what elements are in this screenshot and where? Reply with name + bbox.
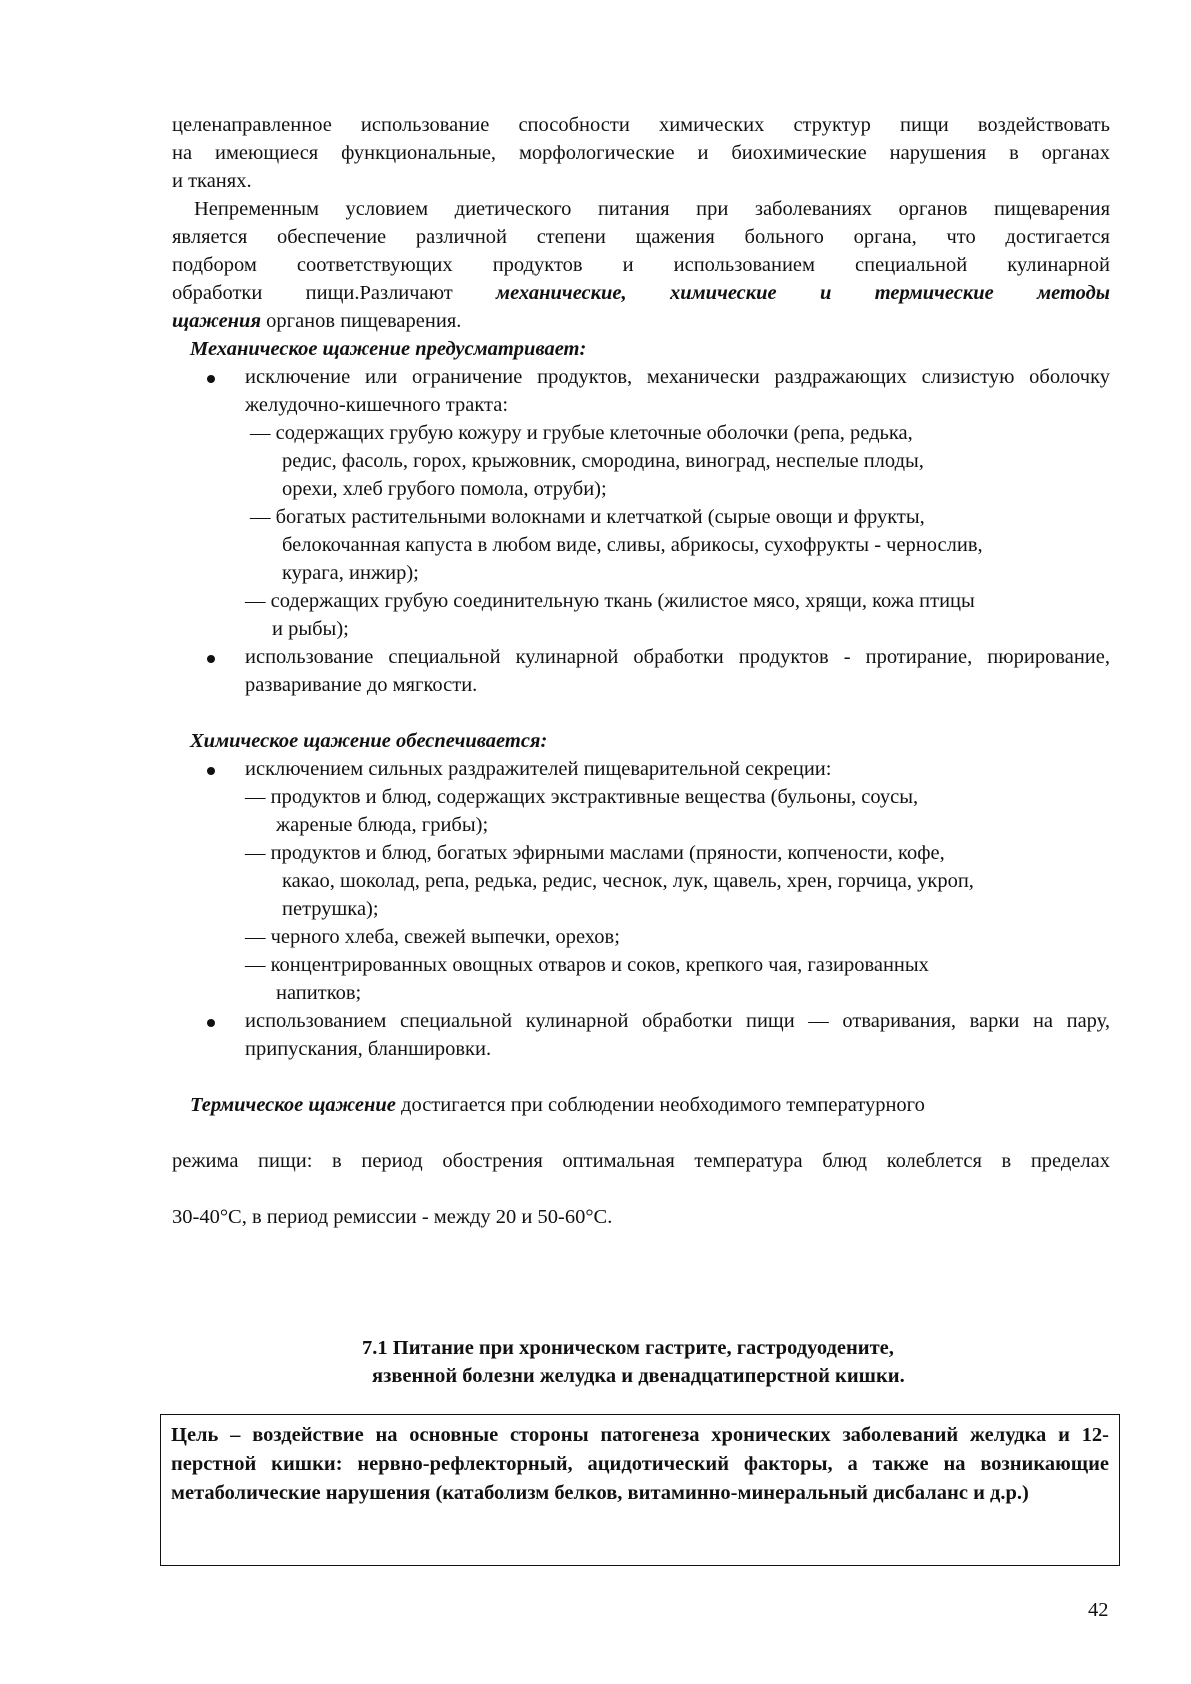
paragraph2-line-5-text: органов пищеварения. [266, 310, 462, 332]
chemical-bullet-2: использованием специальной кулинарной обработки пищи — отваривания, варки на пару, припускания, бланшировки. [245, 1010, 1110, 1060]
thermal-line-1-text: достигается при соблюдении необходимого температурного [401, 1094, 925, 1116]
intro-line-3: и тканях. [172, 170, 252, 192]
thermal-line-3: 30-40°С, в период ремиссии - между 20 и 50-60°С. [172, 1206, 613, 1228]
bullet-icon [207, 375, 217, 385]
thermal-term: Термическое щажение [190, 1094, 396, 1116]
chemical-dash-2-line-1: — продуктов и блюд, богатых эфирными маслами (пряности, копчености, кофе, [245, 842, 945, 864]
chemical-dash-1-line-2: жареные блюда, грибы); [276, 814, 489, 836]
methods-emphasis: механические, химические и термические методы [496, 282, 1110, 304]
mechanical-dash-1-line-3: орехи, хлеб грубого помола, отруби); [282, 478, 607, 500]
chemical-bullet-1: исключением сильных раздражителей пищеварительной секреции: [245, 758, 832, 780]
mechanical-dash-1-line-2: редис, фасоль, горох, крыжовник, смородина, виноград, неспелые плоды, [282, 450, 924, 472]
goal-text: Цель – воздействие на основные стороны патогенеза хронических заболеваний желудка и 12-перстной кишки: нервно-рефлекторный, ацидотический факторы, а также на возникающие метаболические нарушения (катаболизм белков, витаминно-минеральный дисбаланс и д.р.) [171, 1424, 1109, 1504]
chemical-dash-1-line-1: — продуктов и блюд, содержащих экстрактивные вещества (бульоны, соусы, [245, 786, 919, 808]
thermal-line-2: режима пищи: в период обострения оптимальная температура блюд колеблется в пределах [172, 1150, 1110, 1172]
mechanical-bullet-2: использование специальной кулинарной обработки продуктов - протирание, пюрирование, разваривание до мягкости. [245, 646, 1110, 696]
thermal-line-1 [190, 1092, 925, 1120]
mechanical-dash-2-line-2: белокочанная капуста в любом виде, сливы, абрикосы, сухофрукты - чернослив, [282, 534, 983, 556]
chemical-heading: Химическое щажение обеспечивается: [190, 730, 548, 752]
mechanical-bullet-1: исключение или ограничение продуктов, механически раздражающих слизистую оболочку желудочно-кишечного тракта: [245, 366, 1110, 416]
mechanical-dash-2-line-1: — богатых растительными волокнами и клетчаткой (сырые овощи и фрукты, [250, 506, 925, 528]
paragraph2-line-2: является обеспечение различной степени щажения больного органа, что достигается [172, 226, 1110, 248]
bullet-icon [207, 767, 217, 777]
bullet-icon [207, 1019, 217, 1029]
chemical-dash-4-line-2: напитков; [276, 982, 362, 1004]
intro-line-1: целенаправленное использование способности химических структур пищи воздействовать [172, 114, 1110, 136]
goal-box [160, 1414, 1120, 1566]
mechanical-dash-1-line-1: — содержащих грубую кожуру и грубые клеточные оболочки (репа, редька, [250, 422, 913, 444]
mechanical-dash-3-line-2: и рыбы); [272, 618, 349, 640]
paragraph2-line-4 [172, 280, 1110, 308]
intro-line-2: на имеющиеся функциональные, морфологические и биохимические нарушения в органах [172, 142, 1110, 164]
paragraph2-line-1: Непременным условием диетического питания при заболеваниях органов пищеварения [194, 198, 1110, 220]
chemical-dash-4-line-1: — концентрированных овощных отваров и соков, крепкого чая, газированных [245, 954, 929, 976]
section-title-line-2: язвенной болезни желудка и двенадцатиперстной кишки. [372, 1365, 905, 1387]
mechanical-heading: Механическое щажение предусматривает: [190, 338, 587, 360]
paragraph2-line-3: подбором соответствующих продуктов и использованием специальной кулинарной [172, 254, 1110, 276]
mechanical-dash-3-line-1: — содержащих грубую соединительную ткань (жилистое мясо, хрящи, кожа птицы [245, 590, 975, 612]
section-title-line-1: 7.1 Питание при хроническом гастрите, гастродуодените, [362, 1337, 894, 1359]
bullet-icon [207, 655, 217, 665]
mechanical-dash-2-line-3: курага, инжир); [282, 562, 419, 584]
page-number: 42 [1088, 1599, 1109, 1621]
chemical-dash-2-line-2: какао, шоколад, репа, редька, редис, чеснок, лук, щавель, хрен, горчица, укроп, [282, 870, 974, 892]
chemical-dash-3: — черного хлеба, свежей выпечки, орехов; [245, 926, 620, 948]
paragraph2-line-4-text: обработки пищи.Различают [172, 282, 453, 304]
chemical-dash-2-line-3: петрушка); [282, 898, 379, 920]
shchazheniya-emphasis: щажения [172, 310, 262, 332]
paragraph2-line-5 [172, 308, 1110, 336]
